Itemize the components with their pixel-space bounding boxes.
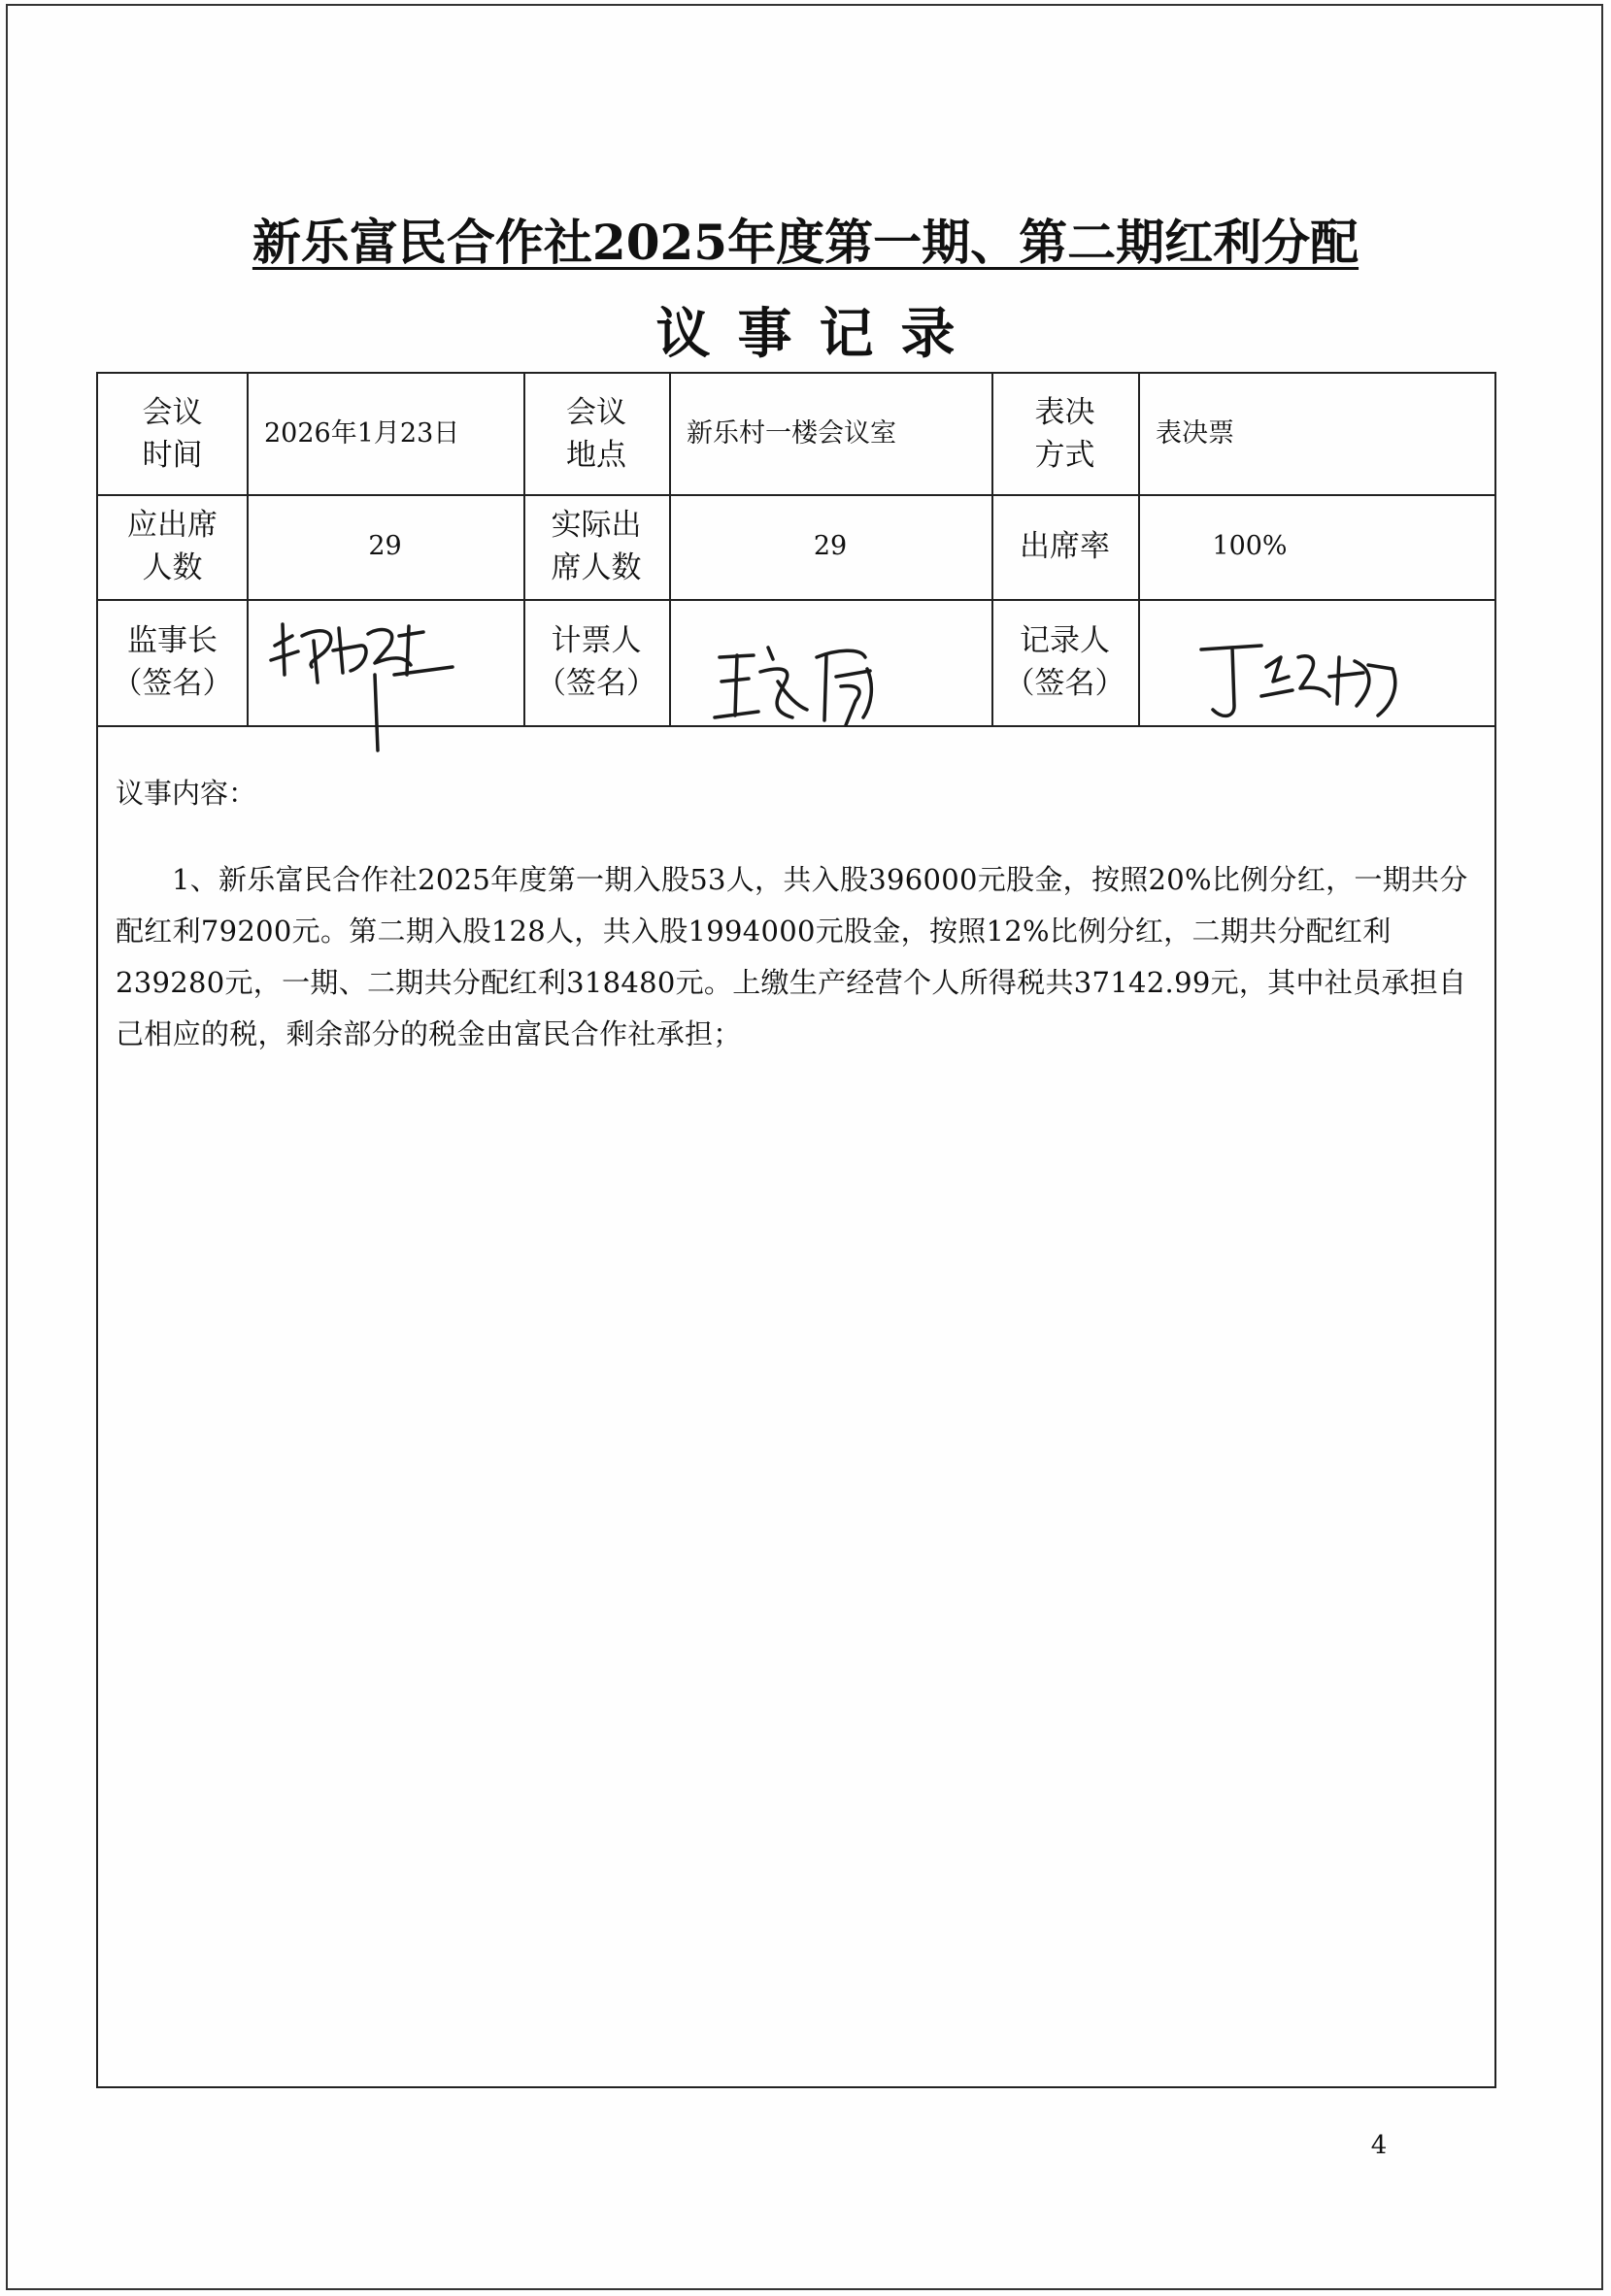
row-divider <box>98 599 1494 601</box>
expected-attendance-value: 29 <box>368 531 402 561</box>
content-paragraph: 1、新乐富民合作社2025年度第一期入股53人，共入股396000元股金，按照20%比例分红，一期共分配红利79200元。第二期入股128人，共入股1994000元股金，按照12%比例分红，二期共分配红利239280元，一期、二期共分配红利318480元。上缴生产经营个人所得税共37142.99元，其中社员承担自己相应的税，剩余部分的税金由富民合作社承担； <box>116 863 1468 1050</box>
recorder-signature <box>1184 628 1436 735</box>
meeting-place-value: 新乐村一楼会议室 <box>687 418 896 449</box>
voting-method-label: 表决 方式 <box>1034 395 1095 473</box>
voting-method-value: 表决票 <box>1156 418 1234 449</box>
content-heading: 议事内容： <box>116 777 257 810</box>
document-subtitle: 议事记录 <box>655 302 983 366</box>
document-title: 新乐富民合作社2025年度第一期、第二期红利分配 <box>252 214 1359 271</box>
expected-attendance-label: 应出席 人数 <box>127 508 218 585</box>
supervisor-signature <box>253 607 506 762</box>
actual-attendance-label: 实际出 席人数 <box>551 508 642 585</box>
meeting-time-label: 会议 时间 <box>142 395 203 473</box>
attendance-rate-label: 出席率 <box>1020 529 1110 564</box>
actual-attendance-value: 29 <box>813 531 848 561</box>
vote-counter-signature <box>700 628 933 735</box>
meeting-place-label: 会议 地点 <box>566 395 626 473</box>
vote-counter-signature-label: 计票人 （签名） <box>536 623 656 701</box>
page-number: 4 <box>1370 2131 1388 2160</box>
recorder-signature-label: 记录人 （签名） <box>1004 623 1125 701</box>
attendance-rate-value: 100% <box>1212 531 1288 561</box>
minutes-table <box>96 372 1496 2088</box>
supervisor-signature-label: 监事长 （签名） <box>112 623 233 701</box>
meeting-time-value: 2026年1月23日 <box>264 418 460 449</box>
